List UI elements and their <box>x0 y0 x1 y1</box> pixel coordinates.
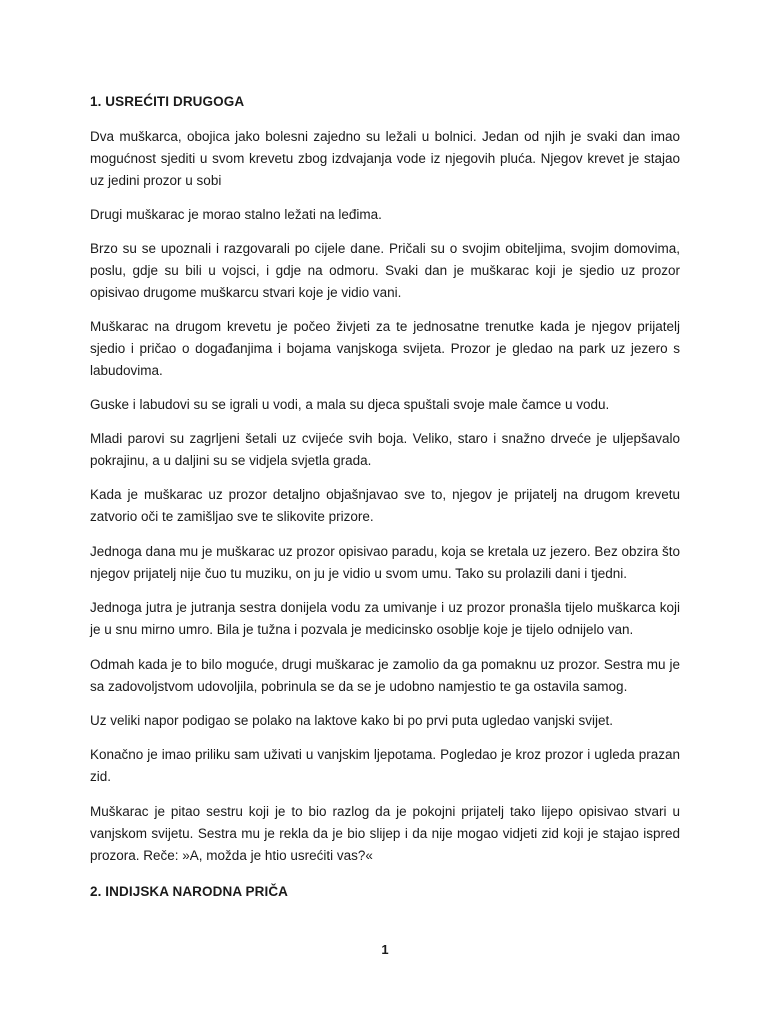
paragraph-12: Konačno je imao priliku sam uživati u vanjskim ljepotama. Pogledao je kroz prozor i ugleda prazan zid. <box>90 747 680 784</box>
paragraph-8: Jednoga dana mu je muškarac uz prozor opisivao paradu, koja se kretala uz jezero. Bez obzira što njegov prijatelj nije čuo tu muziku, on ju je vidio u svom umu. Tako su prolazili dani i tjedni. <box>90 544 680 581</box>
paragraph-5: Guske i labudovi su se igrali u vodi, a mala su djeca spuštali svoje male čamce u vodu. <box>90 397 610 412</box>
paragraph-11: Uz veliki napor podigao se polako na laktove kako bi po prvi puta ugledao vanjski svijet. <box>90 713 614 728</box>
paragraph-10: Odmah kada je to bilo moguće, drugi muškarac je zamolio da ga pomaknu uz prozor. Sestra mu je sa zadovoljstvom udovoljila, pobrinula se da se je udobno namjestio te ga ostavila samog. <box>90 657 680 694</box>
paragraph-9: Jednoga jutra je jutranja sestra donijela vodu za umivanje i uz prozor pronašla tijelo muškarca koji je u snu mirno umro. Bila je tužna i pozvala je medicinsko osoblje koje je tijelo odnijelo van. <box>90 600 680 637</box>
page-number: 1 <box>381 942 389 957</box>
document-page <box>90 0 680 1024</box>
paragraph-6: Mladi parovi su zagrljeni šetali uz cvijeće svih boja. Veliko, staro i snažno drveće je uljepšavalo pokrajinu, a u daljini su se vidjela svjetla grada. <box>90 431 680 468</box>
paragraph-13: Muškarac je pitao sestru koji je to bio razlog da je pokojni prijatelj tako lijepo opisivao stvari u vanjskom svijetu. Sestra mu je rekla da je bio slijep i da nije mogao vidjeti zid koji je stajao ispred prozora. Reče: »A, možda je htio usrećiti vas?« <box>90 804 680 863</box>
section-heading-1: 1. USREĆITI DRUGOGA <box>90 94 245 109</box>
section-heading-2: 2. INDIJSKA NARODNA PRIČA <box>90 884 289 899</box>
paragraph-2: Drugi muškarac je morao stalno ležati na leđima. <box>90 207 382 222</box>
paragraph-1: Dva muškarca, obojica jako bolesni zajedno su ležali u bolnici. Jedan od njih je svaki dan imao mogućnost sjediti u svom krevetu zbog izdvajanja vode iz njegovih pluća. Njegov krevet je stajao uz jedini prozor u sobi <box>90 129 680 188</box>
paragraph-7: Kada je muškarac uz prozor detaljno objašnjavao sve to, njegov je prijatelj na drugom krevetu zatvorio oči te zamišljao sve te slikovite prizore. <box>90 487 680 524</box>
paragraph-3: Brzo su se upoznali i razgovarali po cijele dane. Pričali su o svojim obiteljima, svojim domovima, poslu, gdje su bili u vojsci, i gdje na odmoru. Svaki dan je muškarac koji je sjedio uz prozor opisivao drugome muškarcu stvari koje je vidio vani. <box>90 241 680 300</box>
paragraph-4: Muškarac na drugom krevetu je počeo živjeti za te jednosatne trenutke kada je njegov prijatelj sjedio i pričao o događanjima i bojama vanjskoga svijeta. Prozor je gledao na park uz jezero s labudovima. <box>90 319 680 378</box>
